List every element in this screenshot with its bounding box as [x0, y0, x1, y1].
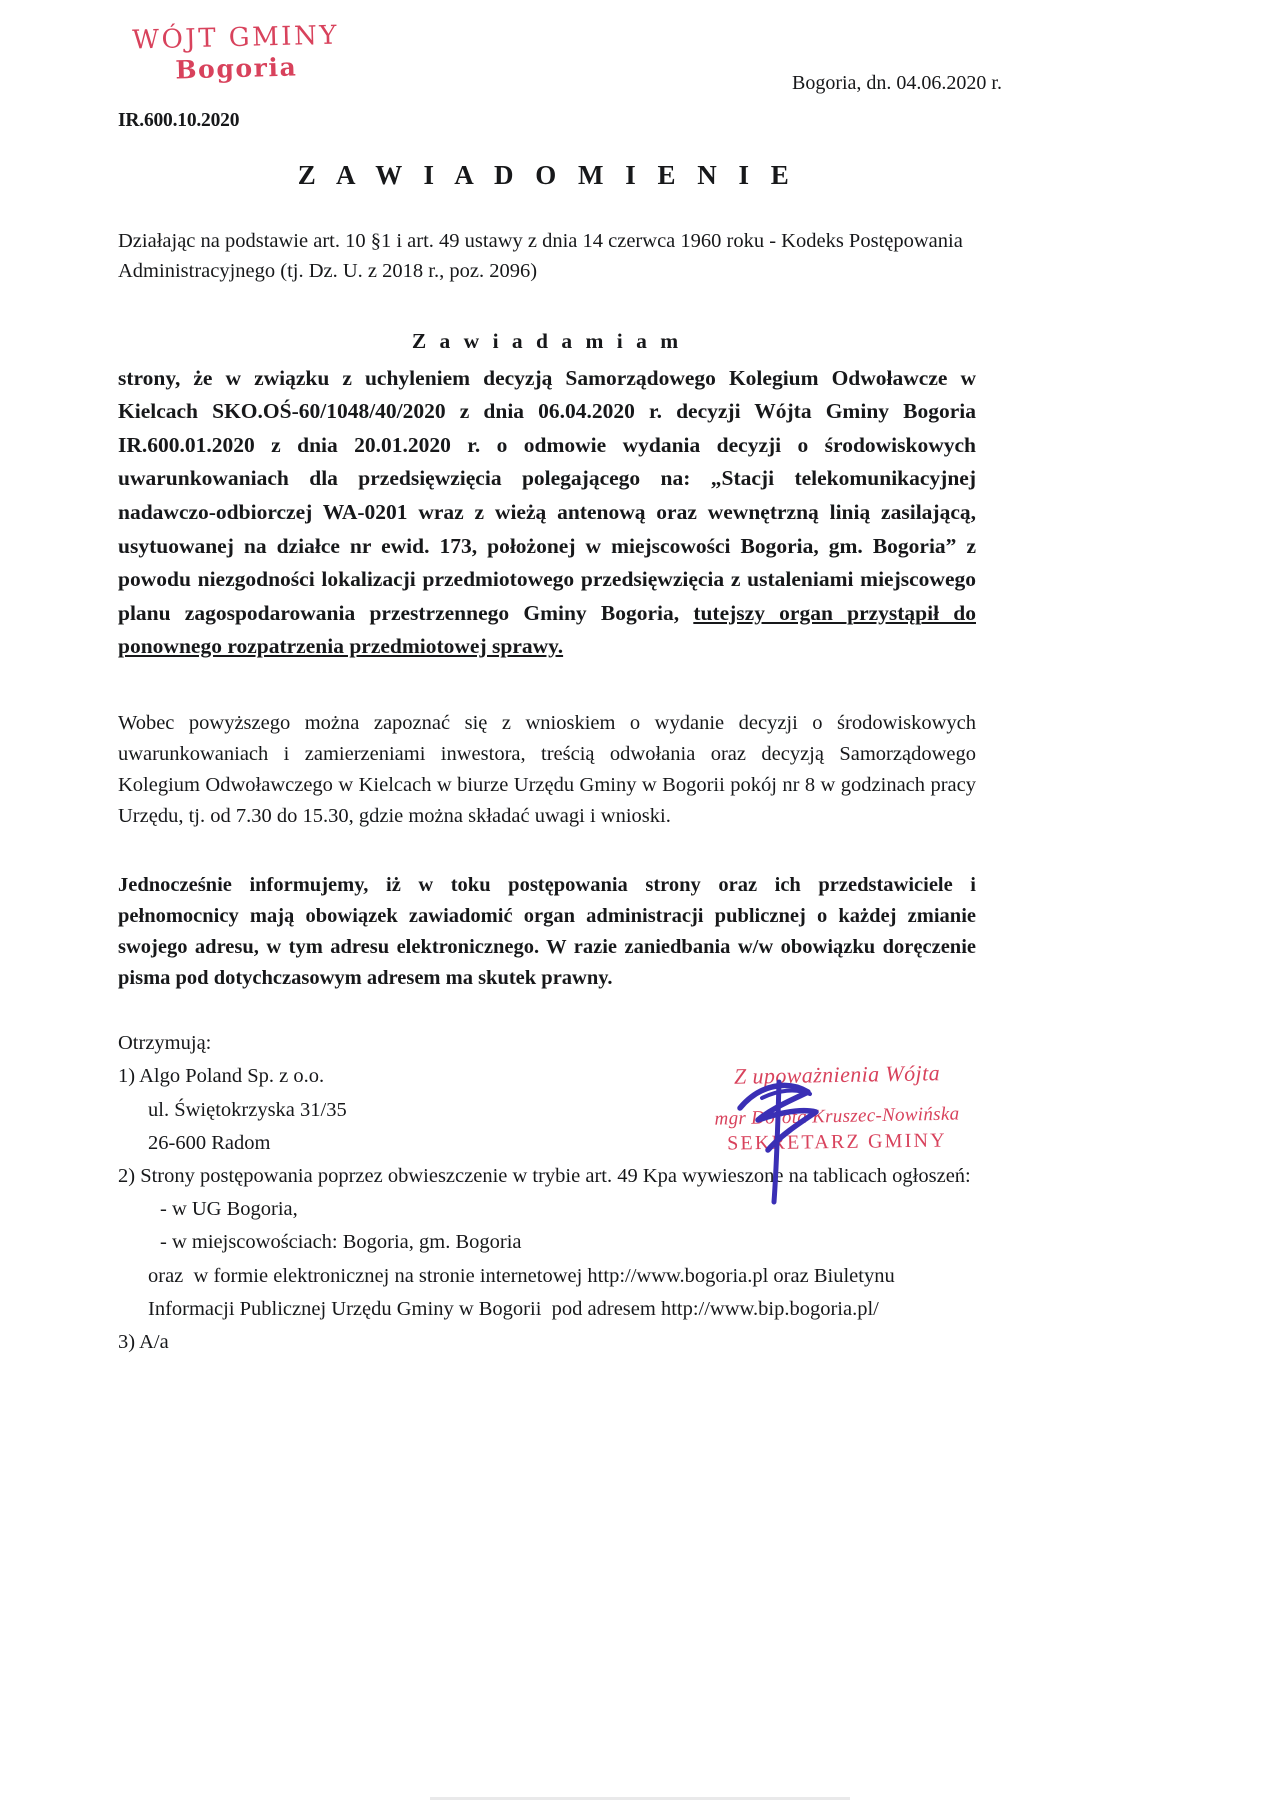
document-body [118, 160, 976, 1359]
main-body-text: strony, że w związku z uchyleniem decyzją Samorządowego Kolegium Odwoławcze w Kielcach SKO.OŚ-60/1048/40/2020 z dnia 06.04.2020 r. decyzji Wójta Gminy Bogoria IR.600.01.2020 z dnia 20.01.2020 r. o odmowie wydania decyzji o środowiskowych uwarunkowaniach dla przedsięwzięcia polegającego na: „Stacji telekomunikacyjnej nadawczo-odbiorczej WA-0201 wraz z wieżą antenową oraz wewnętrzną linią zasilającą, usytuowanej na działce nr ewid. 173, położonej w miejscowości Bogoria, gm. Bogoria” z powodu niezgodności lokalizacji przedmiotowego przedsięwzięcia z ustaleniami miejscowego planu zagospodarowania przestrzennego Gminy Bogoria, [118, 365, 976, 625]
reference-number: IR.600.10.2020 [118, 110, 240, 131]
list-item: Informacji Publicznej Urzędu Gminy w Bogorii pod adresem http://www.bip.bogoria.pl/ [148, 1297, 879, 1320]
list-item: 3) A/a [118, 1331, 169, 1354]
place-and-date: Bogoria, dn. 04.06.2020 r. [792, 72, 1002, 94]
signatory-name: mgr Dorota Kruszec-Nowińska [714, 1103, 960, 1130]
list-item: 26-600 Radom [148, 1131, 271, 1154]
page-title: Z A W I A D O M I E N I E [297, 160, 797, 190]
main-body-paragraph [118, 362, 976, 664]
list-item: 2) Strony postępowania poprzez obwieszczenie w trybie art. 49 Kpa wywieszone na tablicach ogłoszeń: [118, 1165, 971, 1188]
list-item: oraz w formie elektronicznej na stronie internetowej http://www.bogoria.pl oraz Biuletynu [148, 1264, 895, 1287]
list-item: - w UG Bogoria, [160, 1198, 298, 1221]
office-stamp-line1: WÓJT GMINY [131, 20, 340, 56]
list-item: - w miejscowościach: Bogoria, gm. Bogoria [160, 1231, 522, 1254]
address-obligation-paragraph: Jednocześnie informujemy, iż w toku postępowania strony oraz ich przedstawiciele i pełnomocnicy mają obowiązek zawiadomić organ administracji publicznej o każdej zmianie swojego adresu, w tym adresu elektronicznego. W razie zaniedbania w/w obowiązku doręczenie pisma pod dotychczasowym adresem ma skutek prawny. [118, 874, 976, 989]
list-item: ul. Świętokrzyska 31/35 [148, 1098, 347, 1121]
notification-subtitle: Z a w i a d a m i a m [411, 328, 683, 353]
signature-stamp [672, 1062, 1002, 1154]
office-stamp-line2: Bogoria [175, 52, 298, 85]
list-item: 1) Algo Poland Sp. z o.o. [118, 1065, 325, 1088]
office-stamp [95, 21, 376, 87]
file-access-paragraph: Wobec powyższego można zapoznać się z wnioskiem o wydanie decyzji o środowiskowych uwarunkowaniach i zamierzeniami inwestora, treścią odwołania oraz decyzją Samorządowego Kolegium Odwoławczego w Kielcach w biurze Urzędu Gminy w Bogorii pokój nr 8 w godzinach pracy Urzędu, tj. od 7.30 do 15.30, gdzie można składać uwagi i wnioski. [118, 711, 976, 828]
legal-basis-paragraph: Działając na podstawie art. 10 §1 i art. 49 ustawy z dnia 14 czerwca 1960 roku - Kodeks Postępowania Administracyjnego (tj. Dz. U. z 2018 r., poz. 2096) [118, 230, 963, 282]
main-body-underlined-text: tutejszy organ przystąpił do ponownego rozpatrzenia przedmiotowej sprawy. [118, 600, 976, 659]
signatory-role: SEKRETARZ GMINY [726, 1129, 947, 1155]
recipients-heading: Otrzymują: [118, 1032, 212, 1055]
signature-authorization-line: Z upoważnienia Wójta [733, 1060, 941, 1089]
scan-edge-artifact [430, 1797, 850, 1800]
